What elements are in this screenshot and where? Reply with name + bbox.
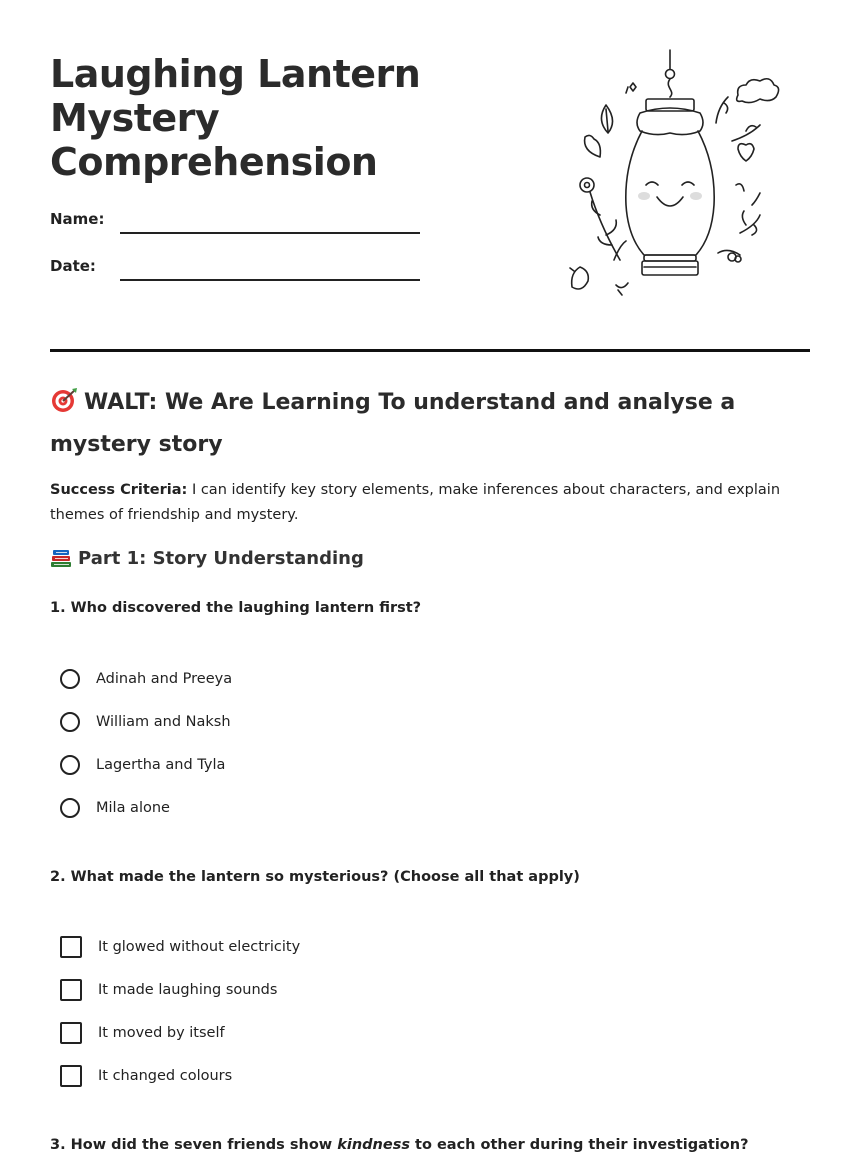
- title-line-2: Mystery: [50, 96, 220, 140]
- question-2: 2. What made the lantern so mysterious? (Choose all that apply): [50, 869, 580, 885]
- q1-option-1[interactable]: [60, 666, 232, 692]
- question-3: [50, 1137, 749, 1153]
- q2-option-4[interactable]: [60, 1063, 232, 1089]
- date-label: Date:: [50, 257, 96, 275]
- q2-option-1-label: It glowed without electricity: [98, 939, 301, 955]
- part-1-heading: [50, 548, 364, 573]
- books-icon: [50, 548, 72, 573]
- q1-option-4[interactable]: [60, 795, 170, 821]
- q2-option-1[interactable]: [60, 934, 300, 960]
- checkbox[interactable]: [60, 1065, 82, 1087]
- checkbox[interactable]: [60, 936, 82, 958]
- q1-option-2-label: William and Naksh: [96, 714, 231, 730]
- q1-option-3-label: Lagertha and Tyla: [96, 757, 226, 773]
- q2-option-3[interactable]: [60, 1020, 225, 1046]
- radio-button[interactable]: [60, 755, 80, 775]
- target-icon: [50, 387, 78, 426]
- q2-option-2[interactable]: [60, 977, 277, 1003]
- title-line-1: Laughing Lantern: [50, 52, 421, 96]
- checkbox[interactable]: [60, 979, 82, 1001]
- q2-option-2-label: It made laughing sounds: [98, 982, 278, 998]
- name-label: Name:: [50, 210, 105, 228]
- question-1: 1. Who discovered the laughing lantern first?: [50, 600, 422, 616]
- success-criteria-text: I can identify key story elements, make inferences about characters, and explain themes of friendship and mystery.: [50, 482, 781, 523]
- walt-text: WALT: We Are Learning To understand and analyse a mystery story: [50, 390, 736, 457]
- question-3-text-end: to each other during their investigation?: [409, 1137, 749, 1153]
- question-3-text-start: 3. How did the seven friends show: [50, 1137, 338, 1153]
- q2-option-4-label: It changed colours: [98, 1068, 233, 1084]
- success-criteria: [50, 478, 810, 528]
- part-1-title: Part 1: Story Understanding: [78, 548, 364, 569]
- question-3-emphasis: kindness: [337, 1137, 410, 1153]
- q1-option-4-label: Mila alone: [96, 800, 170, 816]
- date-field[interactable]: [50, 257, 420, 287]
- radio-button[interactable]: [60, 798, 80, 818]
- q1-option-2[interactable]: [60, 709, 231, 735]
- title-line-3: Comprehension: [50, 140, 378, 184]
- q1-option-1-label: Adinah and Preeya: [96, 671, 233, 687]
- name-field[interactable]: [50, 210, 420, 240]
- section-divider: [50, 349, 810, 352]
- q2-option-3-label: It moved by itself: [98, 1025, 225, 1041]
- radio-button[interactable]: [60, 669, 80, 689]
- radio-button[interactable]: [60, 712, 80, 732]
- worksheet-title: [50, 52, 470, 184]
- q1-option-3[interactable]: [60, 752, 225, 778]
- success-criteria-label: Success Criteria:: [50, 482, 188, 498]
- checkbox[interactable]: [60, 1022, 82, 1044]
- lantern-illustration: [560, 45, 785, 305]
- name-input-line[interactable]: [120, 232, 420, 234]
- walt-heading: [50, 384, 810, 464]
- date-input-line[interactable]: [120, 279, 420, 281]
